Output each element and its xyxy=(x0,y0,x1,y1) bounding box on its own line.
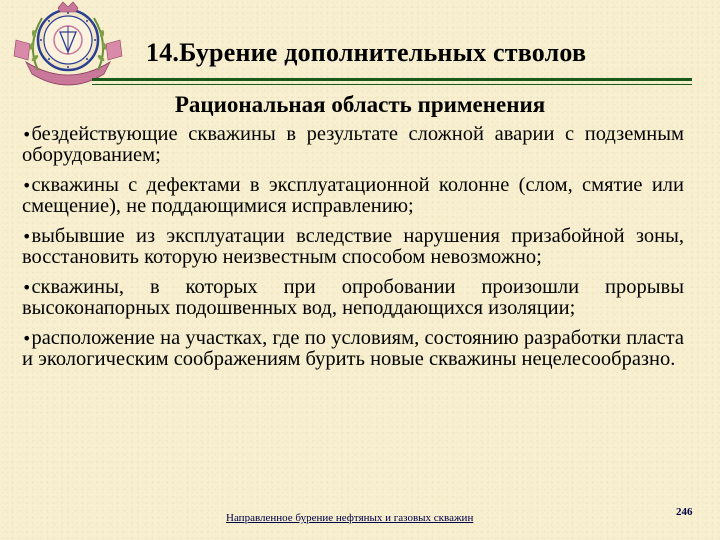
list-item xyxy=(22,277,684,319)
list-item xyxy=(22,124,684,166)
list-item xyxy=(22,328,684,370)
slide-subtitle: Рациональная область применения xyxy=(174,92,546,117)
university-emblem-icon xyxy=(8,0,128,90)
bullet-icon: • xyxy=(22,176,32,195)
bullet-list xyxy=(22,124,684,379)
page-number: 246 xyxy=(676,506,693,518)
title-rule-thin xyxy=(92,84,692,85)
bullet-icon: • xyxy=(22,278,32,297)
list-item-text: бездействующие скважины в результате сложной аварии с подземным оборудованием; xyxy=(22,123,684,166)
list-item-text: расположение на участках, где по условиям, состоянию разработки пласта и экологическим соображениям бурить новые скважины нецелесообразно. xyxy=(22,327,684,370)
bullet-icon: • xyxy=(22,227,32,246)
slide-title: 14.Бурение дополнительных стволов xyxy=(146,38,587,67)
list-item-text: скважины, в которых при опробовании произошли прорывы высоконапорных подошвенных вод, неподдающихся изоляции; xyxy=(22,276,684,319)
list-item xyxy=(22,226,684,268)
list-item xyxy=(22,175,684,217)
footer-link[interactable]: Направленное бурение нефтяных и газовых скважин xyxy=(226,512,474,524)
list-item-text: выбывшие из эксплуатации вследствие нарушения призабойной зоны, восстановить которую неизвестным способом невозможно; xyxy=(22,225,684,268)
list-item-text: скважины с дефектами в эксплуатационной колонне (слом, смятие или смещение), не поддающимися исправлению; xyxy=(22,174,684,217)
bullet-icon: • xyxy=(22,125,32,144)
title-rule-thick xyxy=(92,78,692,81)
bullet-icon: • xyxy=(22,329,32,348)
